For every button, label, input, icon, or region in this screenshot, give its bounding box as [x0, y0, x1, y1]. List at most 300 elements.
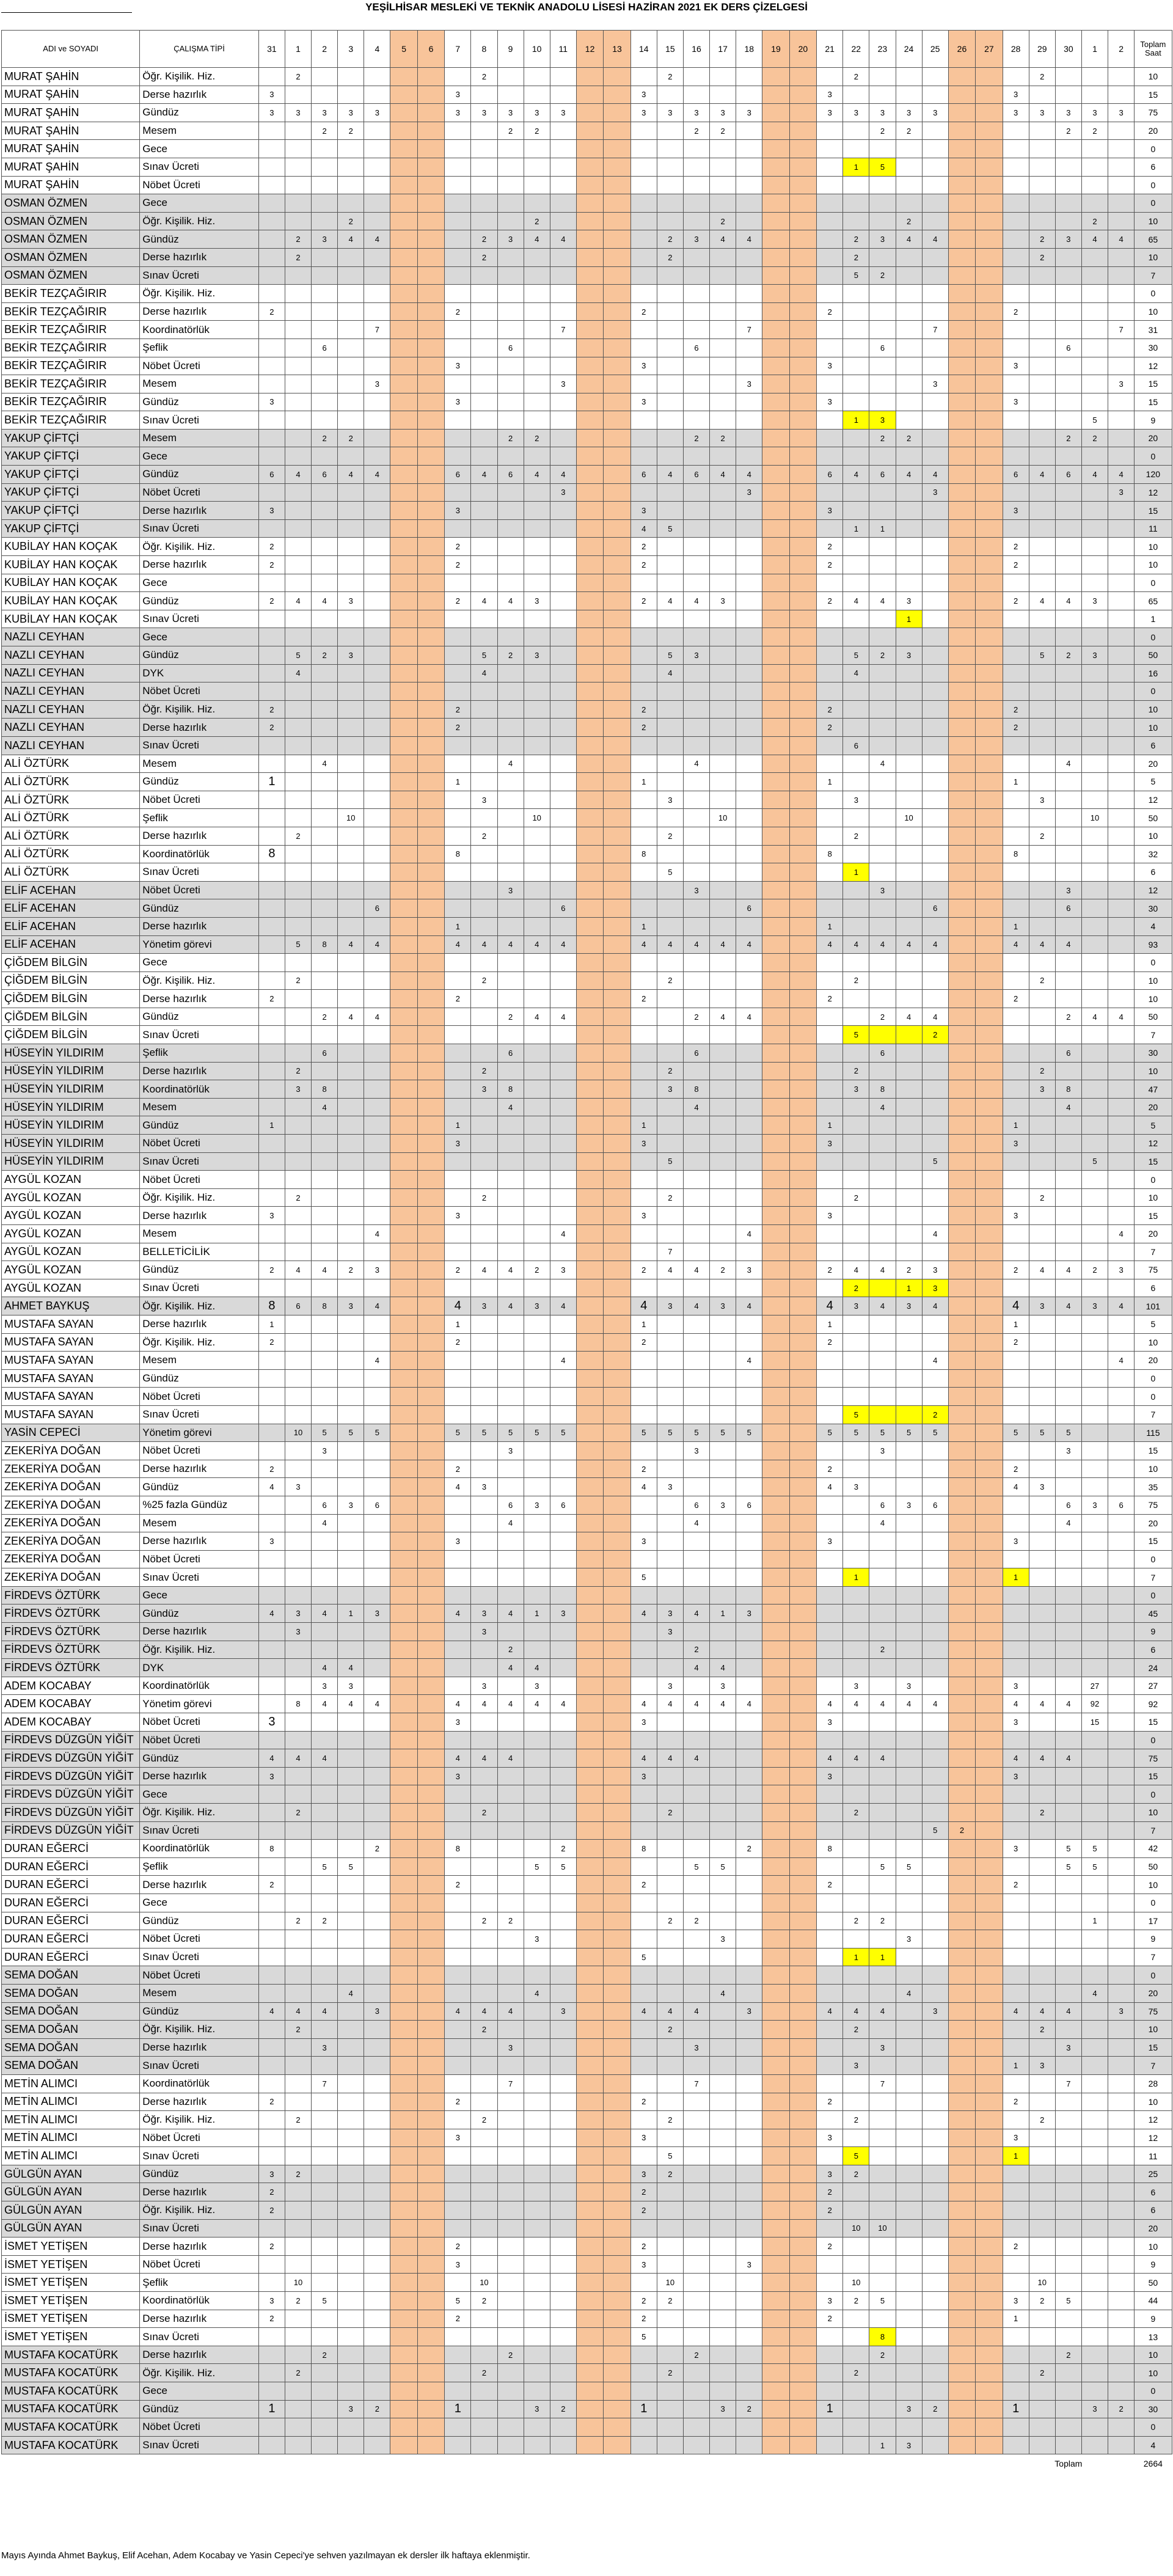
day-cell [1055, 1713, 1081, 1732]
day-cell [736, 2382, 762, 2401]
day-cell [258, 1677, 285, 1695]
day-cell: 3 [338, 592, 364, 610]
day-cell [524, 2255, 550, 2274]
day-cell [364, 1623, 390, 1641]
day-cell [497, 1894, 524, 1912]
day-cell [1081, 1532, 1108, 1551]
day-cell [1003, 1171, 1029, 1189]
day-cell: 3 [258, 393, 285, 411]
schedule-table [1, 30, 1172, 2472]
table-row [2, 2346, 1172, 2364]
row-total: 25 [1135, 2165, 1172, 2183]
day-cell [789, 68, 816, 86]
day-cell [789, 2328, 816, 2346]
day-cell [817, 610, 843, 628]
day-cell [1003, 954, 1029, 972]
day-cell [550, 755, 576, 773]
day-cell: 3 [817, 357, 843, 375]
day-cell [817, 429, 843, 447]
day-cell [471, 1857, 497, 1876]
day-cell [1055, 1876, 1081, 1894]
day-cell [948, 2328, 975, 2346]
day-cell [550, 447, 576, 466]
day-cell [817, 1098, 843, 1116]
day-cell [364, 2219, 390, 2238]
day-cell: 4 [1081, 1008, 1108, 1026]
day-cell: 5 [338, 1424, 364, 1442]
day-cell [417, 519, 444, 538]
day-cell [576, 176, 603, 194]
day-cell [922, 2418, 948, 2437]
day-cell: 3 [710, 2400, 736, 2418]
day-cell [922, 664, 948, 682]
day-cell [1081, 1804, 1108, 1822]
day-cell: 3 [710, 592, 736, 610]
day-cell [604, 773, 630, 791]
day-cell [258, 1821, 285, 1840]
day-cell [922, 1532, 948, 1551]
day-cell [364, 1369, 390, 1388]
day-cell [843, 1623, 869, 1641]
day-cell [338, 375, 364, 393]
day-cell [312, 1876, 338, 1894]
day-cell [630, 1641, 657, 1659]
day-cell [1108, 2129, 1135, 2147]
day-cell [417, 1478, 444, 1496]
day-cell: 2 [445, 1261, 471, 1279]
day-cell [789, 2418, 816, 2437]
day-cell: 3 [843, 1478, 869, 1496]
day-cell [869, 2364, 896, 2382]
day-cell: 3 [312, 1677, 338, 1695]
day-cell [258, 628, 285, 646]
day-cell [762, 1623, 789, 1641]
row-total: 7 [1135, 2057, 1172, 2075]
day-cell: 8 [312, 1297, 338, 1315]
day-cell [258, 682, 285, 701]
day-cell: 2 [710, 122, 736, 140]
day-cell: 2 [497, 646, 524, 665]
day-cell [896, 1804, 922, 1822]
day-cell: 3 [817, 2165, 843, 2183]
day-cell [683, 68, 709, 86]
day-cell [710, 2057, 736, 2075]
day-cell [762, 1297, 789, 1315]
day-cell [338, 1550, 364, 1568]
day-cell [258, 483, 285, 502]
day-cell [576, 863, 603, 882]
day-cell [338, 2021, 364, 2039]
teacher-name: İSMET YETİŞEN [2, 2328, 140, 2346]
day-cell [736, 1388, 762, 1406]
day-cell [471, 954, 497, 972]
day-cell [1081, 990, 1108, 1008]
day-cell: 3 [736, 2002, 762, 2021]
day-cell [896, 176, 922, 194]
day-cell [604, 212, 630, 230]
day-cell [1029, 1171, 1055, 1189]
teacher-name: MUSTAFA KOCATÜRK [2, 2346, 140, 2364]
day-cell [789, 1731, 816, 1749]
day-cell [285, 2147, 311, 2165]
day-cell [869, 845, 896, 863]
day-cell [550, 2057, 576, 2075]
day-cell [657, 2436, 683, 2454]
teacher-name: BEKİR TEZÇAĞIRIR [2, 302, 140, 321]
table-row [2, 2328, 1172, 2346]
day-cell [390, 2219, 417, 2238]
work-type: Derse hazırlık [140, 248, 259, 266]
day-cell: 4 [338, 1659, 364, 1677]
day-cell [1055, 285, 1081, 303]
day-cell: 2 [445, 2093, 471, 2111]
day-cell [417, 411, 444, 430]
day-cell [550, 1623, 576, 1641]
day-cell [445, 212, 471, 230]
day-cell [976, 1442, 1003, 1460]
day-cell [312, 411, 338, 430]
day-cell [390, 1948, 417, 1966]
day-cell [445, 2219, 471, 2238]
day-cell [762, 1857, 789, 1876]
day-cell: 2 [1029, 827, 1055, 845]
day-cell [789, 917, 816, 935]
table-row [2, 881, 1172, 899]
day-cell [312, 736, 338, 755]
day-cell: 4 [1003, 1478, 1029, 1496]
day-cell [338, 1225, 364, 1243]
day-cell: 4 [312, 1695, 338, 1713]
day-cell [948, 266, 975, 285]
day-cell [976, 176, 1003, 194]
day-cell [1055, 719, 1081, 737]
day-cell [338, 682, 364, 701]
day-cell [285, 2400, 311, 2418]
day-cell [657, 773, 683, 791]
day-cell [364, 917, 390, 935]
day-cell [445, 1243, 471, 1261]
table-row [2, 1352, 1172, 1370]
day-cell [630, 2274, 657, 2292]
day-cell: 2 [471, 2111, 497, 2129]
day-cell: 7 [736, 321, 762, 339]
day-cell [869, 1152, 896, 1171]
day-cell [604, 2436, 630, 2454]
day-cell [976, 158, 1003, 176]
teacher-name: BEKİR TEZÇAĞIRIR [2, 338, 140, 357]
day-cell [417, 1785, 444, 1804]
day-cell [1081, 321, 1108, 339]
day-cell [258, 646, 285, 665]
day-cell [312, 140, 338, 158]
day-cell [1081, 2346, 1108, 2364]
day-cell: 3 [896, 646, 922, 665]
day-cell: 3 [817, 2129, 843, 2147]
row-total: 50 [1135, 2274, 1172, 2292]
day-cell [762, 538, 789, 556]
day-cell [604, 646, 630, 665]
header-day: 16 [683, 31, 709, 68]
table-row [2, 2274, 1172, 2292]
day-cell [1108, 1930, 1135, 1948]
day-cell [843, 610, 869, 628]
day-cell [604, 1062, 630, 1080]
day-cell [657, 429, 683, 447]
day-cell [896, 954, 922, 972]
day-cell [789, 574, 816, 592]
day-cell [683, 2364, 709, 2382]
day-cell [417, 1731, 444, 1749]
day-cell [258, 954, 285, 972]
day-cell [364, 719, 390, 737]
day-cell [497, 1279, 524, 1297]
day-cell [843, 1460, 869, 1478]
day-cell [258, 519, 285, 538]
teacher-name: HÜSEYİN YILDIRIM [2, 1080, 140, 1099]
day-cell [762, 2147, 789, 2165]
day-cell [948, 1767, 975, 1785]
day-cell [364, 592, 390, 610]
teacher-name: FİRDEVS DÜZGÜN YİĞİT [2, 1767, 140, 1785]
day-cell: 2 [1029, 1804, 1055, 1822]
day-cell [789, 791, 816, 809]
day-cell [657, 194, 683, 213]
day-cell [550, 1677, 576, 1695]
day-cell [364, 700, 390, 719]
day-cell [445, 2364, 471, 2382]
day-cell [417, 628, 444, 646]
day-cell [550, 140, 576, 158]
day-cell [497, 990, 524, 1008]
day-cell [471, 2238, 497, 2256]
day-cell: 4 [1029, 1261, 1055, 1279]
day-cell [789, 375, 816, 393]
day-cell [417, 2021, 444, 2039]
day-cell [789, 1225, 816, 1243]
day-cell: 4 [1003, 2002, 1029, 2021]
day-cell [497, 1152, 524, 1171]
day-cell: 1 [445, 2400, 471, 2418]
day-cell [417, 1225, 444, 1243]
day-cell: 3 [285, 1623, 311, 1641]
day-cell [736, 2274, 762, 2292]
day-cell [1081, 2255, 1108, 2274]
day-cell [657, 1333, 683, 1352]
day-cell [524, 1623, 550, 1641]
day-cell [285, 266, 311, 285]
table-row [2, 1369, 1172, 1388]
work-type: Gündüz [140, 1749, 259, 1768]
day-cell [630, 1912, 657, 1930]
day-cell: 2 [817, 719, 843, 737]
day-cell [1003, 2436, 1029, 2454]
row-total: 75 [1135, 2002, 1172, 2021]
day-cell [1108, 610, 1135, 628]
day-cell: 4 [550, 935, 576, 954]
day-cell: 5 [1055, 2292, 1081, 2310]
day-cell [312, 1821, 338, 1840]
table-row [2, 1225, 1172, 1243]
day-cell [710, 899, 736, 918]
table-row [2, 466, 1172, 484]
day-cell [338, 302, 364, 321]
day-cell: 4 [736, 1225, 762, 1243]
day-cell [948, 1243, 975, 1261]
day-cell [1081, 1605, 1108, 1623]
day-cell [258, 194, 285, 213]
day-cell [948, 827, 975, 845]
day-cell [948, 2021, 975, 2039]
day-cell [922, 1966, 948, 1985]
day-cell [312, 682, 338, 701]
day-cell [736, 1333, 762, 1352]
day-cell [762, 1171, 789, 1189]
day-cell: 3 [445, 1207, 471, 1225]
row-total: 10 [1135, 1062, 1172, 1080]
work-type: Sınav Ücreti [140, 2436, 259, 2454]
day-cell [630, 2382, 657, 2401]
row-total: 10 [1135, 248, 1172, 266]
day-cell [576, 104, 603, 122]
day-cell [736, 1767, 762, 1785]
day-cell [338, 1894, 364, 1912]
day-cell [1081, 2093, 1108, 2111]
table-row [2, 2255, 1172, 2274]
day-cell [604, 1840, 630, 1858]
day-cell [630, 140, 657, 158]
day-cell: 2 [1029, 230, 1055, 249]
day-cell [736, 1062, 762, 1080]
teacher-name: AYGÜL KOZAN [2, 1188, 140, 1207]
day-cell [1108, 809, 1135, 827]
day-cell [524, 86, 550, 104]
day-cell [1055, 863, 1081, 882]
day-cell: 2 [312, 1912, 338, 1930]
day-cell [948, 971, 975, 990]
day-cell [948, 1984, 975, 2002]
day-cell [948, 1333, 975, 1352]
row-total: 6 [1135, 863, 1172, 882]
day-cell [1003, 1984, 1029, 2002]
day-cell: 4 [736, 1297, 762, 1315]
day-cell [762, 266, 789, 285]
day-cell [683, 1713, 709, 1732]
day-cell [604, 248, 630, 266]
day-cell: 3 [1055, 2038, 1081, 2057]
table-row [2, 2021, 1172, 2039]
day-cell: 8 [683, 1080, 709, 1099]
day-cell [1029, 1514, 1055, 1532]
day-cell [896, 736, 922, 755]
day-cell [524, 1388, 550, 1406]
day-cell [710, 1460, 736, 1478]
day-cell [710, 1641, 736, 1659]
day-cell [364, 1044, 390, 1063]
day-cell: 4 [497, 935, 524, 954]
day-cell [762, 1713, 789, 1732]
day-cell [550, 1984, 576, 2002]
day-cell [976, 971, 1003, 990]
day-cell [976, 1478, 1003, 1496]
day-cell [736, 2021, 762, 2039]
day-cell [976, 1207, 1003, 1225]
day-cell [364, 610, 390, 628]
day-cell [817, 682, 843, 701]
teacher-name: MUSTAFA SAYAN [2, 1333, 140, 1352]
day-cell [417, 1424, 444, 1442]
day-cell [976, 2238, 1003, 2256]
day-cell [789, 1478, 816, 1496]
day-cell [576, 502, 603, 520]
teacher-name: FİRDEVS ÖZTÜRK [2, 1586, 140, 1605]
day-cell [1029, 1008, 1055, 1026]
day-cell [948, 2346, 975, 2364]
day-cell [497, 719, 524, 737]
day-cell [922, 1605, 948, 1623]
work-type: Nöbet Ücreti [140, 1731, 259, 1749]
row-total: 10 [1135, 2364, 1172, 2382]
day-cell [285, 375, 311, 393]
day-cell [710, 194, 736, 213]
day-cell: 4 [1055, 1098, 1081, 1116]
day-cell [1029, 1152, 1055, 1171]
day-cell [604, 1116, 630, 1135]
day-cell [869, 212, 896, 230]
work-type: Öğr. Kişilik. Hiz. [140, 2111, 259, 2129]
day-cell [604, 1713, 630, 1732]
day-cell [258, 68, 285, 86]
day-cell [604, 1857, 630, 1876]
day-cell [843, 375, 869, 393]
day-cell [817, 2111, 843, 2129]
day-cell [338, 2255, 364, 2274]
day-cell [576, 1695, 603, 1713]
day-cell: 3 [843, 1297, 869, 1315]
day-cell [710, 863, 736, 882]
day-cell [789, 1026, 816, 1044]
day-cell [948, 1623, 975, 1641]
day-cell [896, 1388, 922, 1406]
day-cell [683, 1966, 709, 1985]
day-cell [789, 2400, 816, 2418]
day-cell [338, 2418, 364, 2437]
table-row [2, 285, 1172, 303]
day-cell: 2 [258, 2310, 285, 2328]
day-cell [417, 338, 444, 357]
day-cell [843, 176, 869, 194]
day-cell [576, 592, 603, 610]
day-cell [657, 1713, 683, 1732]
day-cell: 2 [657, 2165, 683, 2183]
day-cell [550, 719, 576, 737]
day-cell [817, 664, 843, 682]
day-cell [1029, 2183, 1055, 2201]
day-cell [1108, 791, 1135, 809]
day-cell [576, 1966, 603, 1985]
day-cell: 3 [869, 411, 896, 430]
day-cell [736, 1731, 762, 1749]
day-cell [471, 1442, 497, 1460]
day-cell [710, 1586, 736, 1605]
day-cell [1108, 176, 1135, 194]
day-cell [710, 1568, 736, 1587]
day-cell [843, 719, 869, 737]
row-total: 10 [1135, 990, 1172, 1008]
day-cell [762, 1966, 789, 1985]
day-cell [1108, 1279, 1135, 1297]
day-cell [1003, 2201, 1029, 2220]
day-cell [604, 1424, 630, 1442]
